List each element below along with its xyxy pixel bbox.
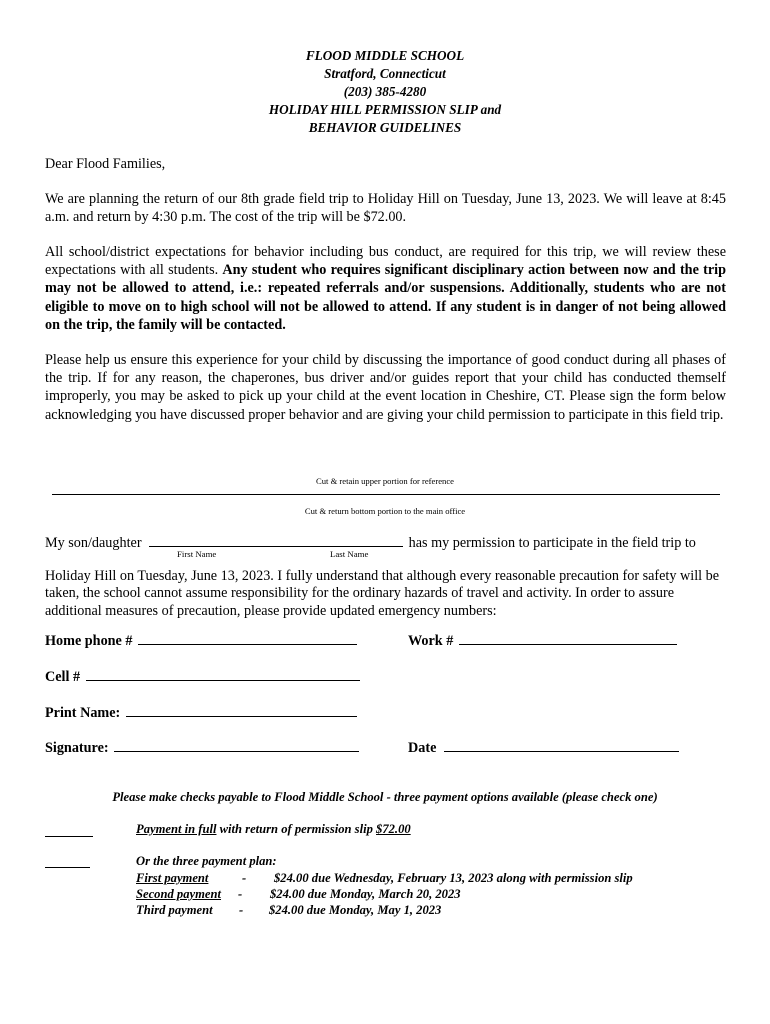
last-name-caption: Last Name: [330, 549, 369, 559]
plan-detail: $24.00 due Monday, March 20, 2023: [270, 887, 461, 901]
print-name-blank[interactable]: [126, 702, 357, 717]
greeting: Dear Flood Families,: [45, 156, 166, 172]
date-label: Date: [408, 740, 437, 756]
payment-full-text: with return of permission slip: [216, 822, 377, 836]
home-phone-blank[interactable]: [138, 630, 357, 645]
payment-plan-checkbox[interactable]: [45, 867, 90, 868]
payment-note: Please make checks payable to Flood Middle School - three payment options available (please check one): [112, 790, 658, 804]
payment-full-label: Payment in full: [136, 822, 217, 836]
cut-return-note: Cut & return bottom portion to the main office: [304, 506, 466, 516]
payment-full-option: [136, 822, 411, 837]
letterhead: [0, 47, 770, 137]
plan-label: First payment: [136, 871, 209, 885]
payment-plan-title: Or the three payment plan:: [136, 854, 277, 868]
payment-full-amount: $72.00: [376, 822, 411, 836]
plan-row: [136, 903, 441, 918]
plan-label: Second payment: [136, 887, 222, 901]
student-name-blank[interactable]: [149, 532, 403, 547]
home-phone-field: [45, 630, 357, 650]
paragraph-trip-details: We are planning the return of our 8th grade field trip to Holiday Hill on Tuesday, June 13, 2023. We will leave at 8:45 a.m. and return by 4:30 p.m. The cost of the trip will be $72.00.: [45, 191, 726, 226]
behavior-warning: Any student who requires significant disciplinary action between now and the trip may not be allowed to attend, i.e.: repeated referrals and/or suspensions. Additionally, students who are not eligible to move on to high school will not be allowed to attend. If any student is in danger of not being allowed on the trip, the family will be contacted.: [45, 262, 726, 333]
plan-dash: -: [238, 887, 243, 901]
signature-blank[interactable]: [114, 737, 359, 752]
plan-detail: $24.00 due Wednesday, February 13, 2023 along with permission slip: [274, 871, 633, 885]
date-field: [408, 737, 679, 757]
cut-line: [52, 494, 720, 495]
son-suffix: has my permission to participate in the field trip to: [408, 535, 696, 551]
print-name-label: Print Name:: [45, 705, 121, 721]
plan-row: [136, 871, 633, 886]
print-name-field: [45, 702, 357, 722]
work-phone-field: [408, 630, 677, 650]
plan-dash: -: [242, 871, 247, 885]
cell-phone-field: [45, 666, 360, 686]
signature-field: [45, 737, 359, 757]
school-location: Stratford, Connecticut: [324, 66, 446, 81]
cell-phone-blank[interactable]: [86, 666, 360, 681]
plan-detail: $24.00 due Monday, May 1, 2023: [269, 903, 442, 917]
payment-full-checkbox[interactable]: [45, 836, 93, 837]
school-name: FLOOD MIDDLE SCHOOL: [305, 48, 465, 63]
behavior-text: All school/district expectations for behavior including bus conduct, are required for this trip, we will review these expectations with all students.: [45, 244, 726, 279]
work-phone-blank[interactable]: [459, 630, 677, 645]
paragraph-behavior: [45, 243, 726, 334]
school-phone: (203) 385-4280: [343, 84, 427, 99]
document-title-line2: BEHAVIOR GUIDELINES: [308, 120, 462, 135]
first-name-caption: First Name: [177, 549, 217, 559]
plan-dash: -: [239, 903, 244, 917]
plan-row: [136, 887, 461, 902]
liability-statement: Holiday Hill on Tuesday, June 13, 2023. I fully understand that although every reasonable precaution for safety will be taken, the school cannot assume responsibility for the ordinary hazards of travel and activity. In order to assure additional measures of precaution, please provide updated emergency numbers:: [45, 568, 720, 619]
son-prefix: My son/daughter: [45, 535, 142, 551]
cut-retain-note: Cut & retain upper portion for reference: [316, 476, 454, 486]
cell-phone-label: Cell #: [45, 669, 81, 685]
date-blank[interactable]: [444, 737, 679, 752]
paragraph-conduct: Please help us ensure this experience for your child by discussing the importance of good conduct during all phases of the trip. If for any reason, the chaperones, bus driver and/or guides report that your child has conducted themself improperly, you may be asked to pick up your child at the event location in Cheshire, CT. Please sign the form below acknowledging you have discussed proper behavior and are giving your child permission to participate in this field trip.: [45, 352, 726, 423]
plan-label: Third payment: [136, 903, 213, 917]
student-name-row: [45, 532, 696, 552]
signature-label: Signature:: [45, 740, 109, 756]
work-phone-label: Work #: [408, 633, 454, 649]
document-title-line1: HOLIDAY HILL PERMISSION SLIP and: [268, 102, 502, 117]
home-phone-label: Home phone #: [45, 633, 133, 649]
